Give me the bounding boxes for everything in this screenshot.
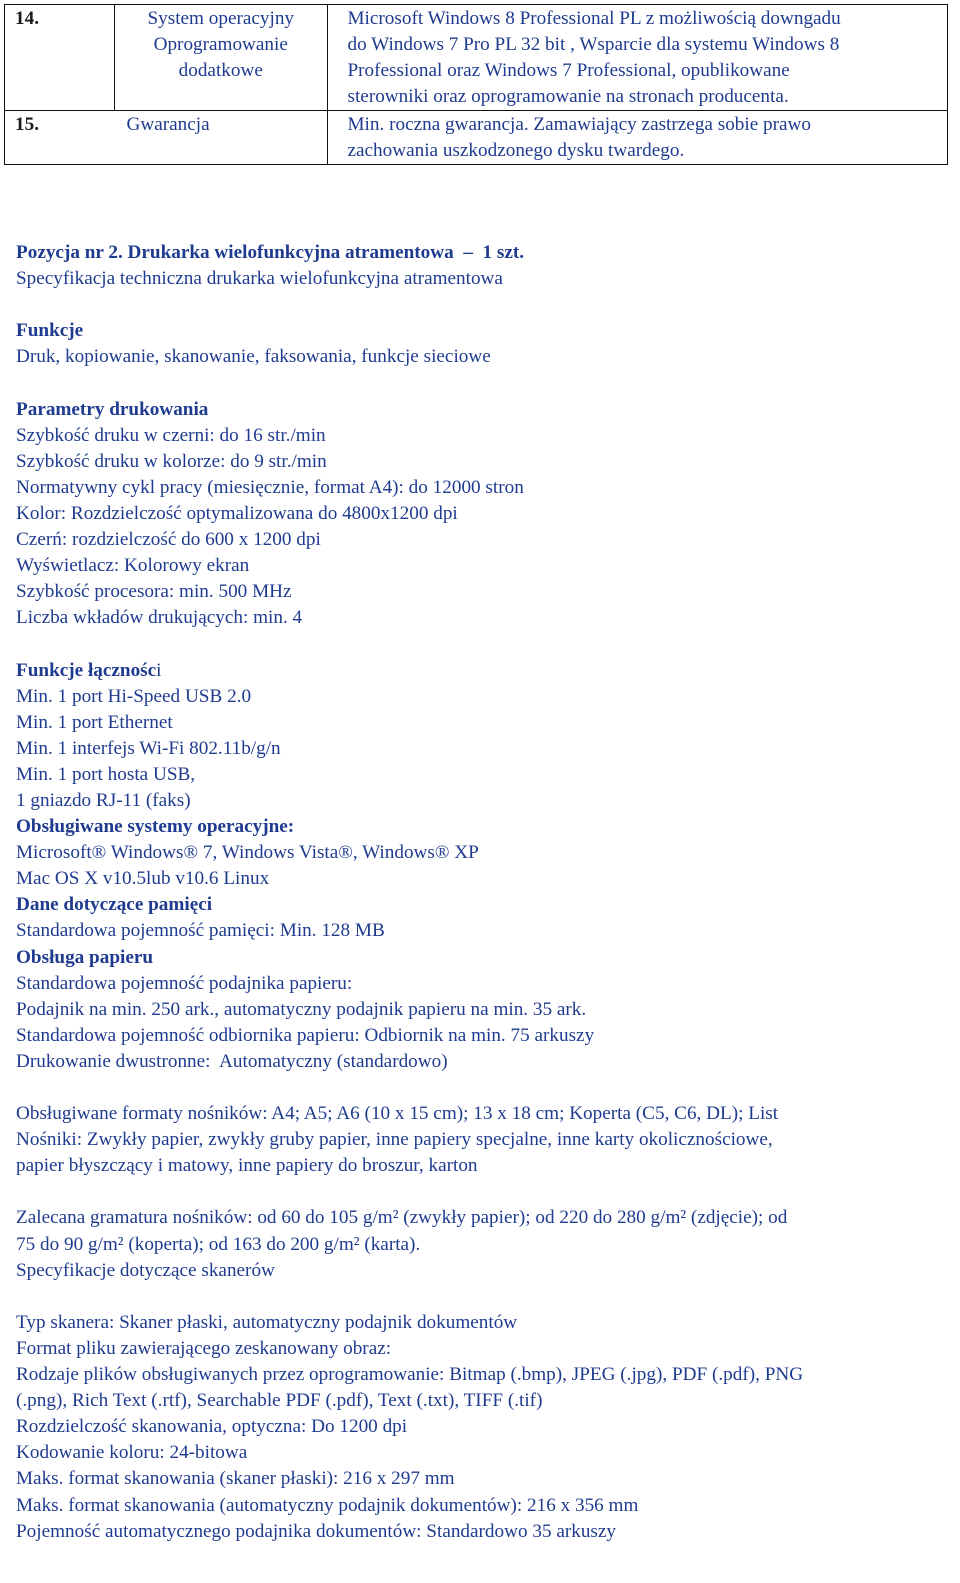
scanner-line: (.png), Rich Text (.rtf), Searchable PDF (.pdf), Text (.txt), TIFF (.tif): [16, 1390, 543, 1412]
paper-line: Standardowa pojemność podajnika papieru:: [16, 972, 353, 994]
scanner-line: Rozdzielczość skanowania, optyczna: Do 1200 dpi: [16, 1416, 408, 1438]
param-line: Szybkość druku w czerni: do 16 str./min: [16, 424, 326, 446]
section-heading: Funkcje: [16, 320, 84, 342]
paper-line: Podajnik na min. 250 ark., automatyczny podajnik papieru na min. 35 ark.: [16, 998, 587, 1020]
section-heading: Dane dotyczące pamięci: [16, 894, 213, 916]
scanner-line: Rodzaje plików obsługiwanych przez oprogramowanie: Bitmap (.bmp), JPEG (.jpg), PDF (.pdf), PNG: [16, 1364, 804, 1386]
scanner-line: Maks. format skanowania (skaner płaski): 216 x 297 mm: [16, 1468, 455, 1490]
row-name: Gwarancja: [115, 111, 328, 165]
conn-line: Min. 1 port Ethernet: [16, 711, 173, 733]
paper-line: Standardowa pojemność odbiornika papieru: Odbiornik na min. 75 arkuszy: [16, 1024, 595, 1046]
conn-line: 1 gniazdo RJ-11 (faks): [16, 789, 191, 811]
param-line: Kolor: Rozdzielczość optymalizowana do 4800x1200 dpi: [16, 502, 458, 524]
param-line: Szybkość druku w kolorze: do 9 str./min: [16, 450, 327, 472]
scanner-line: Kodowanie koloru: 24-bitowa: [16, 1442, 248, 1464]
spec-body: [16, 240, 956, 1545]
os-line: Mac OS X v10.5lub v10.6 Linux: [16, 868, 270, 890]
conn-line: Min. 1 port Hi-Speed USB 2.0: [16, 685, 252, 707]
scanner-line: Pojemność automatycznego podajnika dokumentów: Standardowo 35 arkuszy: [16, 1520, 617, 1542]
param-line: Wyświetlacz: Kolorowy ekran: [16, 555, 250, 577]
param-line: Normatywny cykl pracy (miesięcznie, format A4): do 12000 stron: [16, 476, 524, 498]
spec-title: Specyfikacja techniczna drukarka wielofunkcyjna atramentowa: [16, 268, 503, 290]
weight-line: Zalecana gramatura nośników: od 60 do 105 g/m² (zwykły papier); od 220 do 280 g/m² (zdjęcie); od: [16, 1207, 788, 1229]
position-title: Pozycja nr 2. Drukarka wielofunkcyjna atramentowa – 1 szt.: [16, 242, 525, 263]
row-description: Min. roczna gwarancja. Zamawiający zastrzega sobie prawo zachowania uszkodzonego dysku twardego.: [327, 111, 948, 165]
spec-table: [4, 4, 948, 165]
os-line: Microsoft® Windows® 7, Windows Vista®, Windows® XP: [16, 842, 479, 864]
weight-line: Specyfikacje dotyczące skanerów: [16, 1259, 275, 1281]
row-number: 14.: [5, 5, 115, 111]
row-number: 15.: [5, 111, 115, 165]
media-line: papier błyszczący i matowy, inne papiery do broszur, karton: [16, 1155, 478, 1177]
section-heading: Funkcje łączności: [16, 659, 162, 681]
mem-line: Standardowa pojemność pamięci: Min. 128 MB: [16, 920, 385, 942]
conn-line: Min. 1 interfejs Wi-Fi 802.11b/g/n: [16, 737, 281, 759]
param-line: Szybkość procesora: min. 500 MHz: [16, 581, 292, 603]
conn-line: Min. 1 port hosta USB,: [16, 763, 196, 785]
row-description: Microsoft Windows 8 Professional PL z możliwością downgadu do Windows 7 Pro PL 32 bit , Wsparcie dla systemu Windows 8 Professional oraz Windows 7 Professional, opublikowane sterowniki oraz oprogramowanie na stronach producenta.: [327, 5, 948, 111]
table-row: [5, 111, 948, 165]
media-line: Obsługiwane formaty nośników: A4; A5; A6 (10 x 15 cm); 13 x 18 cm; Koperta (C5, C6, DL); List: [16, 1103, 779, 1125]
param-line: Liczba wkładów drukujących: min. 4: [16, 607, 303, 629]
media-line: Nośniki: Zwykły papier, zwykły gruby papier, inne papiery specjalne, inne karty okolicznościowe,: [16, 1129, 773, 1151]
param-line: Czerń: rozdzielczość do 600 x 1200 dpi: [16, 529, 321, 551]
scanner-line: Maks. format skanowania (automatyczny podajnik dokumentów): 216 x 356 mm: [16, 1494, 639, 1516]
paper-line: Drukowanie dwustronne: Automatyczny (standardowo): [16, 1050, 448, 1072]
weight-line: 75 do 90 g/m² (koperta); od 163 do 200 g/m² (karta).: [16, 1233, 421, 1255]
table-row: [5, 5, 948, 111]
section-heading: Parametry drukowania: [16, 398, 209, 420]
section-text: Druk, kopiowanie, skanowanie, faksowania, funkcje sieciowe: [16, 346, 491, 368]
row-name: System operacyjny Oprogramowanie dodatkowe: [115, 5, 328, 111]
scanner-line: Format pliku zawierającego zeskanowany obraz:: [16, 1337, 392, 1359]
section-heading: Obsługa papieru: [16, 946, 154, 968]
section-heading: Obsługiwane systemy operacyjne:: [16, 816, 295, 838]
scanner-line: Typ skanera: Skaner płaski, automatyczny podajnik dokumentów: [16, 1311, 518, 1333]
